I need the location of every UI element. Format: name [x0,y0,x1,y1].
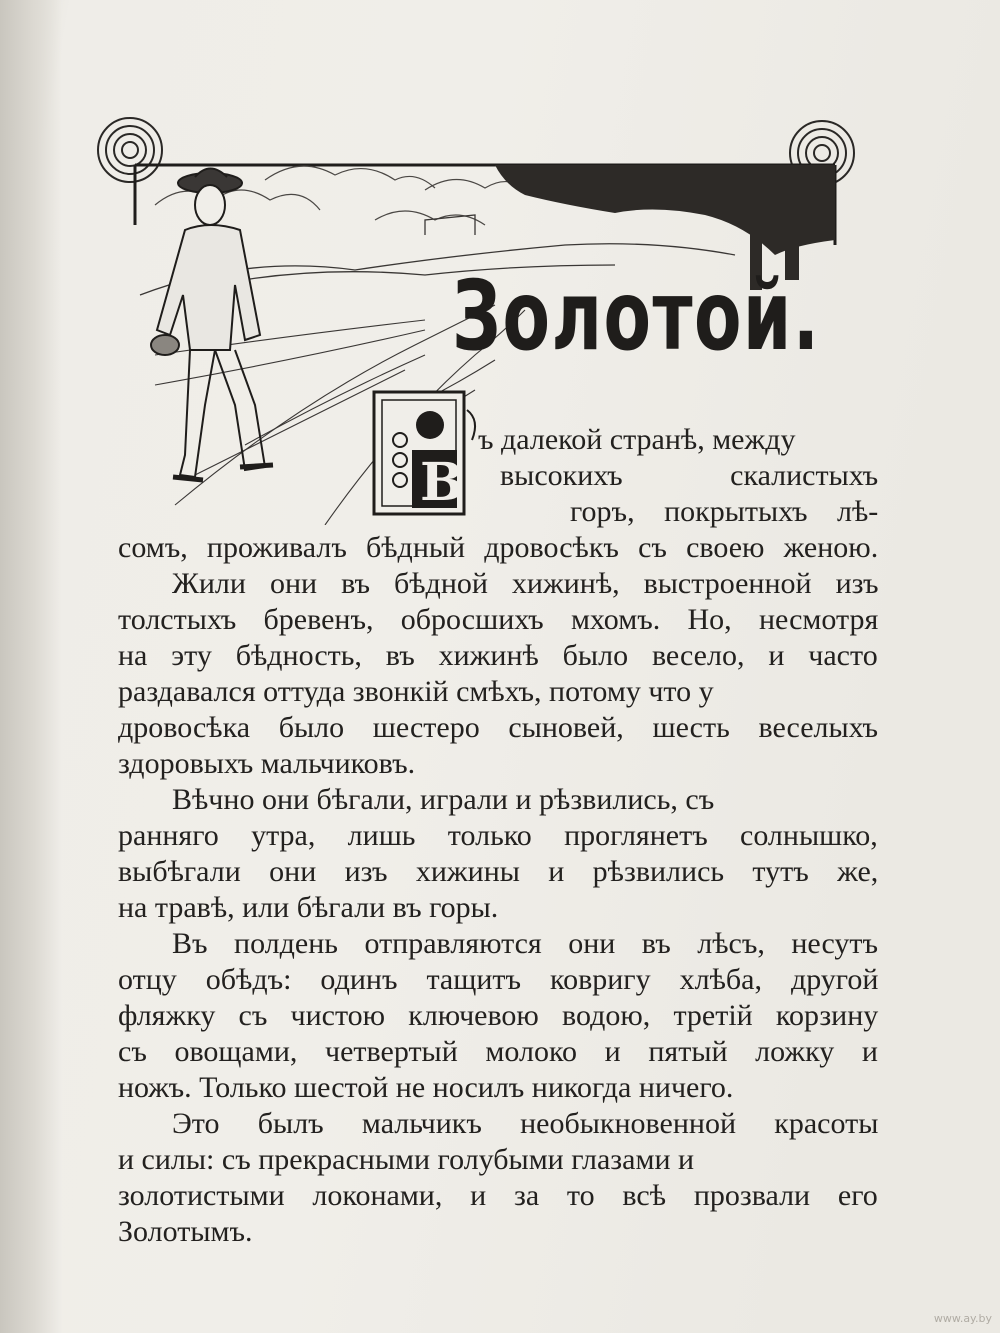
text-line: и силы: съ прекрасными голубыми глазами и [118,1143,695,1176]
text-line: фляжку съ чистою ключевою водою, третій корзину [118,999,879,1032]
site-watermark: www.ay.by [933,1312,992,1325]
text-line: Въ полдень отправляются они въ лѣсъ, несутъ [172,927,878,960]
tree-canopy [495,165,835,255]
boy-figure [151,169,273,481]
text-line: на эту бѣдность, въ хижинѣ было весело, и часто [118,639,878,672]
text-line: толстыхъ бревенъ, обросшихъ мхомъ. Но, несмотря [118,603,879,636]
text-line: ранняго утра, лишь только проглянетъ солнышко, [118,819,878,852]
text-line: Золотымъ. [118,1215,253,1248]
text-line: раздавался оттуда звонкій смѣхъ, потому что у [118,675,714,708]
text-line: высокихъ скалистыхъ [500,459,879,492]
text-line: горъ, покрытыхъ лѣ- [570,495,879,528]
text-line: Жили они въ бѣдной хижинѣ, выстроенной изъ [172,567,879,600]
text-line: отцу обѣдъ: одинъ тащитъ ковригу хлѣба, другой [118,963,879,996]
text-line: выбѣгали они изъ хижины и рѣзвились тутъ же, [118,855,879,888]
text-line: на травѣ, или бѣгали въ горы. [118,891,499,924]
text-line: съ овощами, четвертый молоко и пятый ложку и [118,1035,878,1068]
dropcap-ornament [372,390,482,525]
text-line: ножъ. Только шестой не носилъ никогда ничего. [118,1071,734,1104]
left-spiral-ornament [98,118,162,182]
story-title: Золотой. [452,260,821,372]
text-line: Вѣчно они бѣгали, играли и рѣзвились, съ [172,783,715,816]
book-gutter-shadow [0,0,62,1333]
text-line: дровосѣка было шестеро сыновей, шесть веселыхъ [118,711,879,744]
text-line: Это былъ мальчикъ необыкновенной красоты [172,1107,879,1140]
text-line: ъ далекой странѣ, между [478,423,796,456]
text-line: золотистыми локонами, и за то всѣ прозвали его [118,1179,878,1212]
dropcap-letter: В [420,452,464,513]
text-line: здоровыхъ мальчиковъ. [118,747,416,780]
text-line: сомъ, проживалъ бѣдный дровосѣкъ съ своею женою. [118,531,879,564]
